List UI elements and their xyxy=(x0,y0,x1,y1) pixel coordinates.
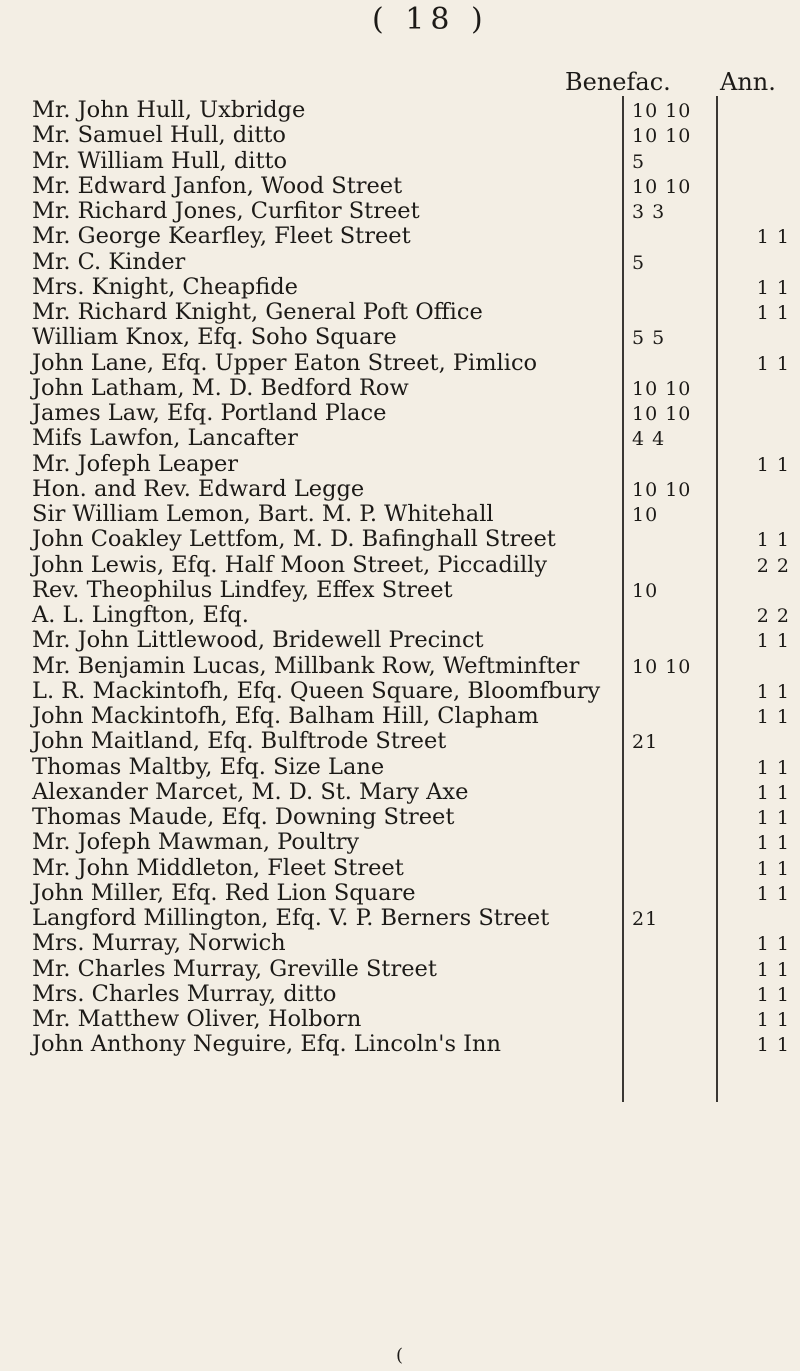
benefaction-amount: 4 4 xyxy=(632,428,666,451)
subscriber-row xyxy=(32,174,800,199)
subscriber-name: Rev. Theophilus Lindfey, Effex Street xyxy=(32,576,453,603)
annual-amount: 1 1 xyxy=(756,706,790,728)
subscriber-row xyxy=(32,654,800,679)
subscriber-name: L. R. Mackintofh, Efq. Queen Square, Bloomfbury xyxy=(32,677,601,704)
subscriber-name: Mr. C. Kinder xyxy=(32,248,186,275)
subscriber-row xyxy=(32,502,800,527)
subscriber-row xyxy=(32,376,800,401)
annual-amount: 1 1 xyxy=(756,832,790,855)
subscriber-row xyxy=(32,224,800,249)
subscriber-name: John Coakley Lettfom, M. D. Bafinghall Street xyxy=(32,526,556,553)
annual-amount: 1 1 xyxy=(756,933,790,956)
benefaction-amount: 10 10 xyxy=(632,125,692,148)
benefaction-amount: 3 3 xyxy=(632,201,666,223)
benefaction-amount: 10 10 xyxy=(632,655,692,678)
annual-amount: 1 1 xyxy=(756,857,790,880)
subscriber-row xyxy=(32,98,800,123)
subscriber-row xyxy=(32,401,800,426)
subscriber-name: Mrs. Charles Murray, ditto xyxy=(32,980,337,1007)
annual-amount: 1 1 xyxy=(756,630,790,653)
subscriber-name: Mr. John Littlewood, Bridewell Precinct xyxy=(32,627,484,654)
subscriber-row xyxy=(32,123,800,148)
subscriber-row xyxy=(32,603,800,628)
subscriber-row xyxy=(32,1032,800,1057)
annual-amount: 1 1 xyxy=(756,781,790,804)
subscriber-name: Mr. Matthew Oliver, Holborn xyxy=(32,1006,362,1032)
subscriber-row xyxy=(32,805,800,830)
subscriber-name: Sir William Lemon, Bart. M. P. Whitehall xyxy=(32,501,494,527)
subscriber-row xyxy=(32,906,800,931)
subscriber-name: Mr. Richard Jones, Curfitor Street xyxy=(32,198,420,224)
subscriber-name: John Latham, M. D. Bedford Row xyxy=(32,374,409,401)
subscriber-row xyxy=(32,149,800,174)
subscriber-name: Alexander Marcet, M. D. St. Mary Axe xyxy=(32,778,469,805)
subscriber-name: John Miller, Efq. Red Lion Square xyxy=(32,879,416,906)
annual-amount: 1 1 xyxy=(756,453,790,476)
subscriber-name: Mr. Edward Janfon, Wood Street xyxy=(32,172,403,199)
subscriber-name: John Lane, Efq. Upper Eaton Street, Pimlico xyxy=(32,349,538,376)
subscriber-name: Mrs. Knight, Cheapfide xyxy=(32,273,298,300)
benefaction-amount: 10 10 xyxy=(632,478,692,501)
subscriber-name: James Law, Efq. Portland Place xyxy=(32,400,387,426)
annual-amount: 1 1 xyxy=(756,302,790,324)
benefaction-amount: 5 5 xyxy=(632,327,666,350)
subscriber-name: Mr. John Hull, Uxbridge xyxy=(32,97,306,123)
benefaction-amount: 5 xyxy=(632,150,646,173)
subscriber-name: Mifs Lawfon, Lancafter xyxy=(32,425,298,452)
subscriber-name: Mr. Jofeph Leaper xyxy=(32,450,239,477)
subscriber-row xyxy=(32,527,800,552)
subscriber-row xyxy=(32,452,800,477)
footer-mark: ( xyxy=(396,1345,404,1366)
subscriber-list xyxy=(32,98,800,1058)
page-number: ( 18 ) xyxy=(372,2,489,37)
subscriber-name: Thomas Maltby, Efq. Size Lane xyxy=(32,753,385,780)
annual-amount: 1 1 xyxy=(756,276,790,299)
subscriber-row xyxy=(32,275,800,300)
benefaction-amount: 21 xyxy=(632,908,659,930)
subscriber-name: Mrs. Murray, Norwich xyxy=(32,930,286,957)
subscriber-row xyxy=(32,957,800,982)
subscriber-name: Mr. Benjamin Lucas, Millbank Row, Weftminfter xyxy=(32,652,580,679)
subscriber-row xyxy=(32,856,800,881)
subscriber-row xyxy=(32,250,800,275)
annual-amount: 2 2 xyxy=(756,554,790,577)
subscriber-row xyxy=(32,755,800,780)
subscriber-row xyxy=(32,881,800,906)
annual-amount: 1 1 xyxy=(756,1034,790,1057)
benefaction-amount: 10 10 xyxy=(632,100,692,122)
subscriber-row xyxy=(32,729,800,754)
subscriber-name: Mr. Samuel Hull, ditto xyxy=(32,122,286,149)
subscriber-row xyxy=(32,325,800,350)
subscriber-name: Mr. John Middleton, Fleet Street xyxy=(32,854,404,881)
subscriber-row xyxy=(32,553,800,578)
subscriber-name: John Maitland, Efq. Bulftrode Street xyxy=(32,728,447,755)
subscriber-name: William Knox, Efq. Soho Square xyxy=(32,324,397,351)
subscriber-row xyxy=(32,477,800,502)
subscriber-name: Mr. Jofeph Mawman, Poultry xyxy=(32,829,360,856)
benefaction-amount: 21 xyxy=(632,731,659,754)
annual-amount: 1 1 xyxy=(756,529,790,552)
annual-amount: 1 1 xyxy=(756,226,790,249)
benefaction-amount: 5 xyxy=(632,251,646,274)
annual-amount: 1 1 xyxy=(756,1009,790,1031)
subscriber-row xyxy=(32,830,800,855)
subscriber-row xyxy=(32,1007,800,1032)
benefaction-amount: 10 10 xyxy=(632,403,692,425)
annual-amount: 1 1 xyxy=(756,756,790,779)
annual-amount: 1 1 xyxy=(756,807,790,829)
subscriber-row xyxy=(32,578,800,603)
annual-amount: 1 1 xyxy=(756,352,790,375)
subscriber-row xyxy=(32,628,800,653)
subscriber-name: John Anthony Neguire, Efq. Lincoln's Inn xyxy=(32,1031,502,1058)
subscriber-name: Mr. William Hull, ditto xyxy=(32,147,288,174)
subscriber-row xyxy=(32,931,800,956)
annual-amount: 1 1 xyxy=(756,958,790,981)
subscriber-name: Hon. and Rev. Edward Legge xyxy=(32,475,365,502)
benefaction-amount: 10 10 xyxy=(632,175,692,198)
benefaction-amount: 10 xyxy=(632,504,659,526)
subscriber-row xyxy=(32,982,800,1007)
subscriber-row xyxy=(32,679,800,704)
annual-amount: 1 1 xyxy=(756,983,790,1006)
subscriber-row xyxy=(32,199,800,224)
annual-amount: 1 1 xyxy=(756,680,790,703)
subscriber-name: Mr. George Kearfley, Fleet Street xyxy=(32,223,411,250)
annual-amount: 1 1 xyxy=(756,882,790,905)
annual-column-header: Ann. xyxy=(720,68,776,96)
subscriber-row xyxy=(32,704,800,729)
subscriber-name: A. L. Lingfton, Efq. xyxy=(32,602,249,628)
subscriber-row xyxy=(32,300,800,325)
benefaction-amount: 10 10 xyxy=(632,377,692,400)
subscriber-row xyxy=(32,426,800,451)
subscriber-name: Langford Millington, Efq. V. P. Berners Street xyxy=(32,905,550,931)
annual-amount: 2 2 xyxy=(756,605,790,627)
subscriber-name: Mr. Richard Knight, General Poft Office xyxy=(32,299,483,325)
benefaction-amount: 10 xyxy=(632,579,659,602)
subscriber-row xyxy=(32,780,800,805)
subscriber-name: John Lewis, Efq. Half Moon Street, Piccadilly xyxy=(32,551,548,578)
subscriber-row xyxy=(32,351,800,376)
benefactions-column-header: Benefac. xyxy=(565,68,671,96)
subscriber-name: Thomas Maude, Efq. Downing Street xyxy=(32,804,455,830)
subscriber-name: Mr. Charles Murray, Greville Street xyxy=(32,955,437,982)
subscriber-name: John Mackintofh, Efq. Balham Hill, Clapham xyxy=(32,703,539,729)
